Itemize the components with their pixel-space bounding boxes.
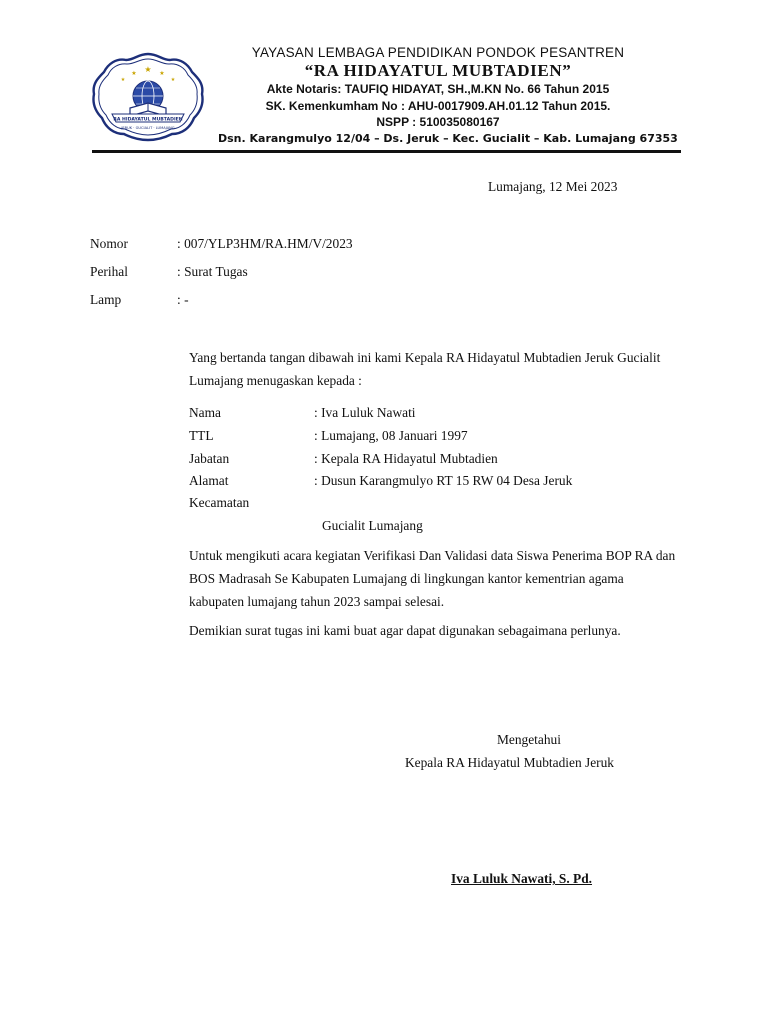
logo-subtext: JERUK · GUCIALIT · LUMAJANG bbox=[121, 126, 175, 130]
signature-label-mengetahui: Mengetahui bbox=[497, 732, 561, 747]
foundation-name: YAYASAN LEMBAGA PENDIDIKAN PONDOK PESANTREN bbox=[251, 45, 625, 60]
meta-label-nomor: Nomor bbox=[90, 236, 128, 251]
letterhead-divider bbox=[92, 150, 681, 153]
notary-deed: Akte Notaris: TAUFIQ HIDAYAT, SH.,M.KN No. 66 Tahun 2015 bbox=[266, 82, 610, 96]
field-value-kecamatan: Gucialit Lumajang bbox=[322, 518, 423, 533]
signature-label-position: Kepala RA Hidayatul Mubtadien Jeruk bbox=[405, 755, 614, 770]
field-value-alamat: : Dusun Karangmulyo RT 15 RW 04 Desa Jeruk bbox=[314, 473, 573, 488]
svg-text:★: ★ bbox=[120, 78, 126, 83]
school-address: Dsn. Karangmulyo 12/04 – Ds. Jeruk – Kec. Gucialit – Kab. Lumajang 67353 bbox=[218, 131, 678, 145]
field-value-jabatan: : Kepala RA Hidayatul Mubtadien bbox=[314, 451, 498, 466]
intro-paragraph: Yang bertanda tangan dibawah ini kami Kepala RA Hidayatul Mubtadien Jeruk Gucialit Lumajang menugaskan kepada : bbox=[189, 350, 661, 388]
school-logo-icon bbox=[88, 50, 208, 142]
svg-text:★: ★ bbox=[170, 78, 176, 83]
meta-label-perihal: Perihal bbox=[90, 264, 128, 279]
svg-text:★: ★ bbox=[131, 71, 137, 77]
field-label-kecamatan: Kecamatan bbox=[189, 495, 250, 510]
field-label-ttl: TTL bbox=[189, 428, 214, 443]
field-label-jabatan: Jabatan bbox=[189, 451, 230, 466]
meta-label-lamp: Lamp bbox=[90, 292, 122, 307]
field-value-nama: : Iva Luluk Nawati bbox=[314, 405, 416, 420]
meta-value-nomor: : 007/YLP3HM/RA.HM/V/2023 bbox=[177, 236, 353, 251]
field-label-nama: Nama bbox=[189, 405, 221, 420]
ministry-decree: SK. Kemenkumham No : AHU-0017909.AH.01.12 Tahun 2015. bbox=[265, 98, 611, 113]
field-label-alamat: Alamat bbox=[189, 473, 229, 488]
field-value-ttl: : Lumajang, 08 Januari 1997 bbox=[314, 428, 468, 443]
svg-text:★: ★ bbox=[144, 65, 152, 74]
letterhead bbox=[206, 44, 678, 147]
meta-value-lamp: : - bbox=[177, 292, 189, 307]
svg-text:★: ★ bbox=[159, 71, 165, 77]
logo-text: RA HIDAYATUL MUBTADIEN bbox=[113, 117, 183, 123]
signatory-name: Iva Luluk Nawati, S. Pd. bbox=[451, 871, 593, 886]
letter-date: Lumajang, 12 Mei 2023 bbox=[488, 179, 618, 194]
purpose-paragraph: Untuk mengikuti acara kegiatan Verifikasi Dan Validasi data Siswa Penerima BOP RA dan BOS Madrasah Se Kabupaten Lumajang di lingkungan kantor kementrian agama kabupaten lumajang tahun 2023 sampai selesai. bbox=[189, 548, 676, 609]
closing-paragraph: Demikian surat tugas ini kami buat agar dapat digunakan sebagaimana perlunya. bbox=[189, 623, 621, 638]
school-name: “RA HIDAYATUL MUBTADIEN” bbox=[304, 61, 572, 80]
meta-value-perihal: : Surat Tugas bbox=[177, 264, 248, 279]
nspp-number: NSPP : 510035080167 bbox=[376, 115, 500, 129]
